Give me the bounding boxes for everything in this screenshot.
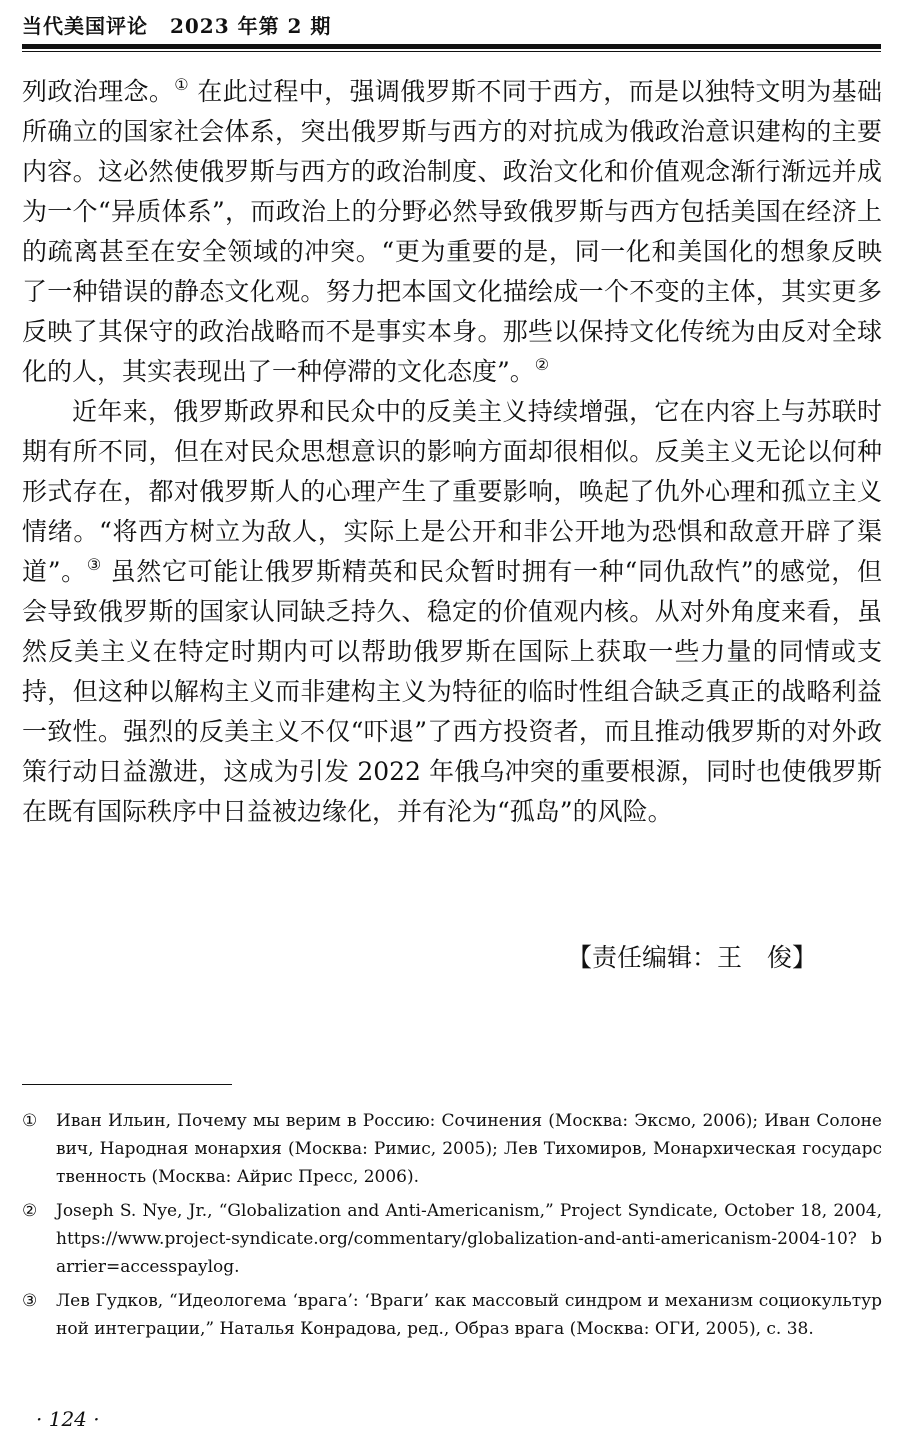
footnote-text: Иван Ильин, Почему мы верим в Россию: Сочинения (Москва: Эксмо, 2006); Иван Солоневич, Народная монархия (Москва: Римис, 2005); Лев Тихомиров, Монархическая государственность (Москва: Айрис Пресс, 2006).	[56, 1111, 882, 1187]
header-rule-thick	[22, 44, 881, 49]
footnote-number: ③	[22, 1291, 38, 1311]
footnotes	[22, 1107, 882, 1349]
footnote-1	[22, 1107, 882, 1191]
article-body	[22, 72, 882, 832]
page-number: · 124 ·	[36, 1407, 100, 1431]
header-rule-thin	[22, 51, 881, 52]
journal-title: 当代美国评论	[22, 14, 148, 38]
footnote-2	[22, 1197, 882, 1281]
responsible-editor: 【责任编辑：王 俊】	[566, 943, 817, 972]
paragraph-2: 近年来，俄罗斯政界和民众中的反美主义持续增强，它在内容上与苏联时期有所不同，但在对民众思想意识的影响方面却很相似。反美主义无论以何种形式存在，都对俄罗斯人的心理产生了重要影响，唤起了仇外心理和孤立主义情绪。“将西方树立为敌人，实际上是公开和非公开地为恐惧和敌意开辟了渠道”。③ 虽然它可能让俄罗斯精英和民众暂时拥有一种“同仇敌忾”的感觉，但会导致俄罗斯的国家认同缺乏持久、稳定的价值观内核。从对外角度来看，虽然反美主义在特定时期内可以帮助俄罗斯在国际上获取一些力量的同情或支持，但这种以解构主义而非建构主义为特征的临时性组合缺乏真正的战略利益一致性。强烈的反美主义不仅“吓退”了西方投资者，而且推动俄罗斯的对外政策行动日益激进，这成为引发 2022 年俄乌冲突的重要根源，同时也使俄罗斯在既有国际秩序中日益被边缘化，并有沦为“孤岛”的风险。	[22, 397, 883, 826]
paragraph-1: 列政治理念。① 在此过程中，强调俄罗斯不同于西方，而是以独特文明为基础所确立的国家社会体系，突出俄罗斯与西方的对抗成为俄政治意识建构的主要内容。这必然使俄罗斯与西方的政治制度、政治文化和价值观念渐行渐远并成为一个“异质体系”，而政治上的分野必然导致俄罗斯与西方包括美国在经济上的疏离甚至在安全领域的冲突。“更为重要的是，同一化和美国化的想象反映了一种错误的静态文化观。努力把本国文化描绘成一个不变的主体，其实更多反映了其保守的政治战略而不是事实本身。那些以保持文化传统为由反对全球化的人，其实表现出了一种停滞的文化态度”。②	[22, 75, 882, 386]
footnote-ref-1[interactable]: ①	[174, 75, 189, 94]
footnote-text: Лев Гудков, “Идеологема ‘врага’: ‘Враги’ как массовый синдром и механизм социокультурной интеграции,” Наталья Конрадова, ред., Образ врага (Москва: ОГИ, 2005), с. 38.	[56, 1291, 882, 1339]
footnote-text: Joseph S. Nye, Jr., “Globalization and Anti-Americanism,” Project Syndicate, October 18, 2004, https://www.project-syndicate.org/commentary/globalization-and-anti-americanism-2004-10? barrier=accesspaylog.	[56, 1201, 882, 1277]
footnote-3	[22, 1287, 882, 1343]
footnote-divider	[22, 1084, 232, 1085]
footnote-number: ②	[22, 1201, 38, 1221]
footnote-ref-3[interactable]: ③	[86, 555, 102, 574]
footnote-number: ①	[22, 1111, 38, 1131]
footnote-ref-2[interactable]: ②	[534, 355, 550, 374]
issue-label: 2023 年第 2 期	[169, 14, 332, 38]
running-header	[22, 10, 331, 39]
